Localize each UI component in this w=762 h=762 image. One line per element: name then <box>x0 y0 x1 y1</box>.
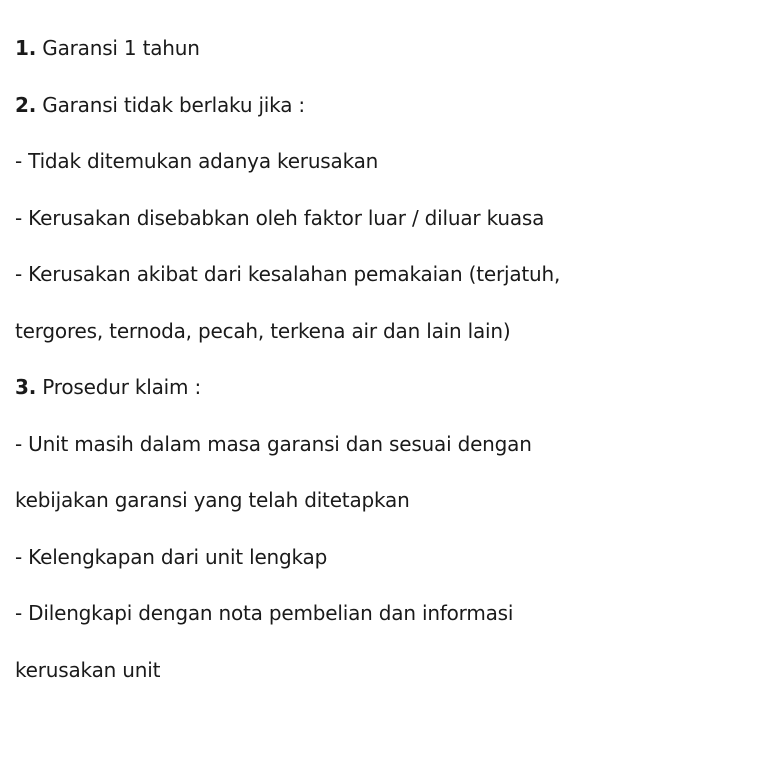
item-number: 2. <box>15 92 37 117</box>
claim-receipt-info <box>15 595 750 652</box>
item-text: Prosedur klaim : <box>36 375 202 399</box>
item-text: - Dilengkapi dengan nota pembelian dan informasi <box>15 601 514 625</box>
item-text: kerusakan unit <box>15 657 161 682</box>
item-text: - Kelengkapan dari unit lengkap <box>15 544 328 569</box>
item-number: 3. <box>15 375 37 399</box>
exclusion-no-damage <box>15 143 750 200</box>
item-warranty-exclusions-heading <box>15 87 750 144</box>
claim-receipt-info-continued <box>15 652 750 709</box>
item-text: - Tidak ditemukan adanya kerusakan <box>15 149 379 173</box>
exclusion-misuse <box>15 256 750 313</box>
warranty-document <box>15 30 750 708</box>
claim-complete-unit <box>15 539 750 596</box>
item-text: Garansi 1 tahun <box>36 36 200 60</box>
item-warranty-period <box>15 30 750 87</box>
exclusion-external-factors <box>15 200 750 257</box>
item-text: tergores, ternoda, pecah, terkena air dan lain lain) <box>15 318 511 343</box>
item-text: Garansi tidak berlaku jika : <box>36 92 305 117</box>
item-claim-procedure-heading <box>15 369 750 426</box>
exclusion-misuse-continued <box>15 313 750 370</box>
claim-within-warranty <box>15 426 750 483</box>
claim-within-warranty-continued <box>15 482 750 539</box>
item-number: 1. <box>15 36 37 60</box>
item-text: kebijakan garansi yang telah ditetapkan <box>15 488 410 512</box>
item-text: - Unit masih dalam masa garansi dan sesuai dengan <box>15 431 532 456</box>
item-text: - Kerusakan disebabkan oleh faktor luar / diluar kuasa <box>15 205 545 230</box>
item-text: - Kerusakan akibat dari kesalahan pemakaian (terjatuh, <box>15 262 561 286</box>
